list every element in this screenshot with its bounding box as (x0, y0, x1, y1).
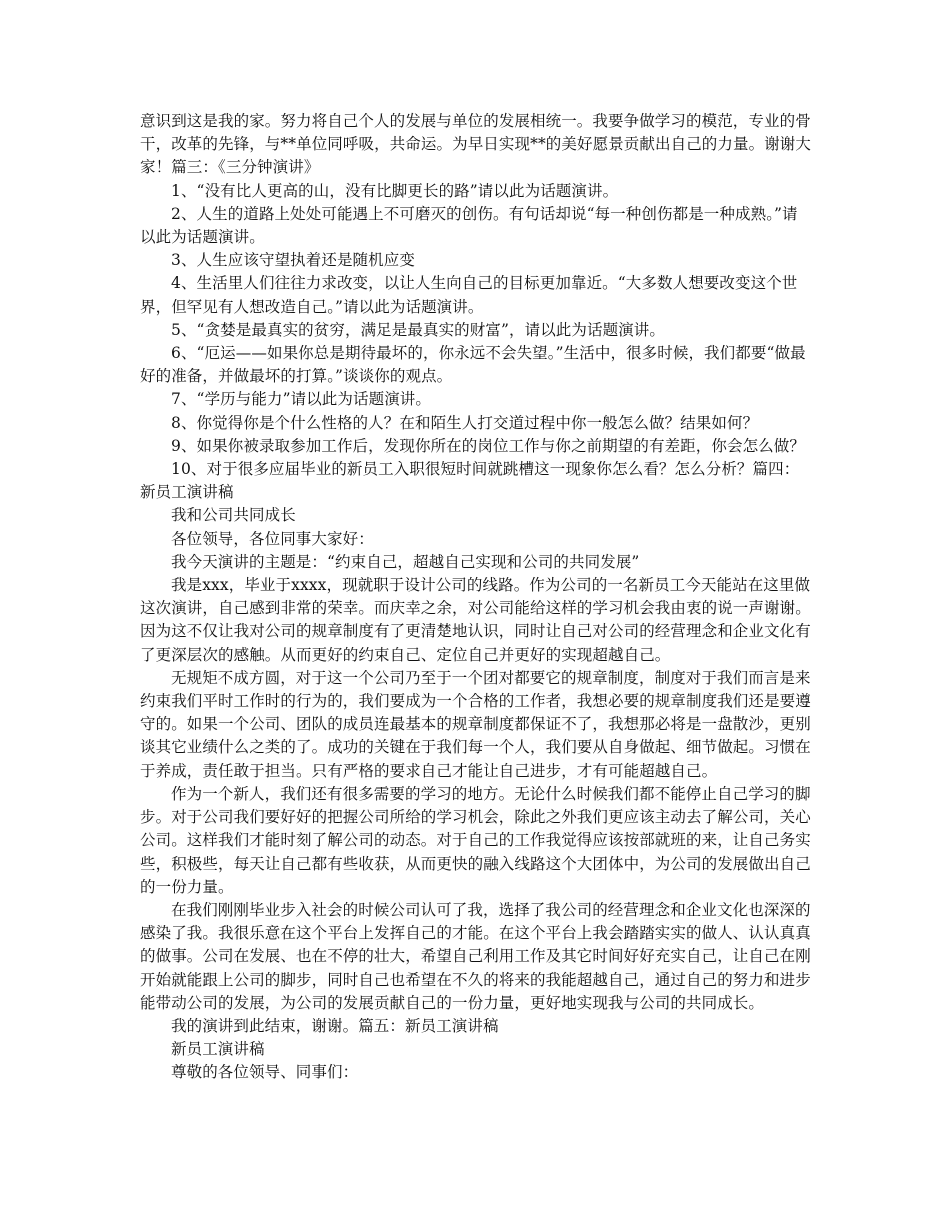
paragraph-18: 在我们刚刚毕业步入社会的时候公司认可了我，选择了我公司的经营理念和企业文化也深深的感染了我。我很乐意在这个平台上发挥自己的才能。在这个平台上我会踏踏实实的做人、认认真真的做事。公司在发展、也在不停的壮大，希望自己利用工作及其它时间好好充实自己，让自己在刚开始就能跟上公司的脚步，同时自己也希望在不久的将来的我能超越自己，通过自己的努力和进步能带动公司的发展，为公司的发展贡献自己的一份力量，更好地实现我与公司的共同成长。 (140, 900, 811, 1012)
paragraph-14: 我今天演讲的主题是：“约束自己，超越自己实现和公司的共同发展” (171, 552, 640, 571)
paragraph-12: 我和公司共同成长 (171, 506, 296, 525)
paragraph-2: 1、“没有比人更高的山，没有比脚更长的路”请以此为话题演讲。 (171, 181, 619, 200)
paragraph-3: 2、人生的道路上处处可能遇上不可磨灭的创伤。有句话却说“每一种创伤都是一种成熟。”请以此为话题演讲。 (140, 204, 798, 247)
paragraph-19: 我的演讲到此结束，谢谢。篇五：新员工演讲稿 (171, 1016, 499, 1035)
paragraph-8: 7、“学历与能力”请以此为话题演讲。 (171, 390, 432, 409)
paragraph-17: 作为一个新人，我们还有很多需要的学习的地方。无论什么时候我们都不能停止自己学习的脚步。对于公司我们要好好的把握公司所给的学习机会，除此之外我们更应该主动去了解公司，关心公司。这样我们才能时刻了解公司的动态。对于自己的工作我觉得应该按部就班的来，让自己务实些，积极些，每天让自己都有些收获，从而更快的融入线路这个大团体中，为公司的发展做出自己的一份力量。 (140, 784, 811, 896)
paragraph-21: 尊敬的各位领导、同事们： (171, 1063, 359, 1082)
paragraph-16: 无规矩不成方圆，对于这一个公司乃至于一个团对都要它的规章制度，制度对于我们而言是来约束我们平时工作时的行为的，我们要成为一个合格的工作者，我想必要的规章制度我们还是要遵守的。如果一个公司、团队的成员连最基本的规章制度都保证不了，我想那必将是一盘散沙，更别谈其它业绩什么之类的了。成功的关键在于我们每一个人，我们要从自身做起、细节做起。习惯在于养成，责任敢于担当。只有严格的要求自己才能让自己进步，才有可能超越自己。 (140, 668, 811, 780)
paragraph-15: 我是xxx，毕业于xxxx，现就职于设计公司的线路。作为公司的一名新员工今天能站在这里做这次演讲，自己感到非常的荣幸。而庆幸之余，对公司能给这样的学习机会我由衷的说一声谢谢。因为这不仅让我对公司的规章制度有了更清楚地认识，同时让自己对公司的经营理念和企业文化有了更深层次的感触。从而更好的约束自己、定位自己并更好的实现超越自己。 (140, 576, 811, 664)
paragraph-4: 3、人生应该守望执着还是随机应变 (171, 251, 415, 270)
paragraph-13: 各位领导，各位同事大家好： (171, 529, 374, 548)
paragraph-20: 新员工演讲稿 (171, 1040, 265, 1059)
paragraph-1: 意识到这是我的家。努力将自己个人的发展与单位的发展相统一。我要争做学习的模范，专业的骨干，改革的先锋，与**单位同呼吸，共命运。为早日实现**的美好愿景贡献出自己的力量。谢谢大家！篇三：《三分钟演讲》 (140, 112, 812, 177)
paragraph-7: 6、“厄运——如果你总是期待最坏的，你永远不会失望。”生活中，很多时候，我们都要“做最好的准备，并做最坏的打算。”谈谈你的观点。 (140, 344, 806, 386)
document-page (140, 110, 812, 1085)
paragraph-11: 10、对于很多应届毕业的新员工入职很短时间就跳槽这一现象你怎么看？怎么分析？篇四：新员工演讲稿 (140, 460, 800, 502)
paragraph-6: 5、“贪婪是最真实的贫穷，满足是最真实的财富”，请以此为话题演讲。 (171, 320, 666, 339)
paragraph-10: 9、如果你被录取参加工作后，发现你所在的岗位工作与你之前期望的有差距，你会怎么做？ (171, 436, 805, 455)
paragraph-9: 8、你觉得你是个什么性格的人？在和陌生人打交道过程中你一般怎么做？结果如何？ (171, 413, 759, 432)
paragraph-5: 4、生活里人们往往力求改变，以让人生向自己的目标更加靠近。“大多数人想要改变这个世界，但罕见有人想改造自己。”请以此为话题演讲。 (140, 274, 798, 316)
